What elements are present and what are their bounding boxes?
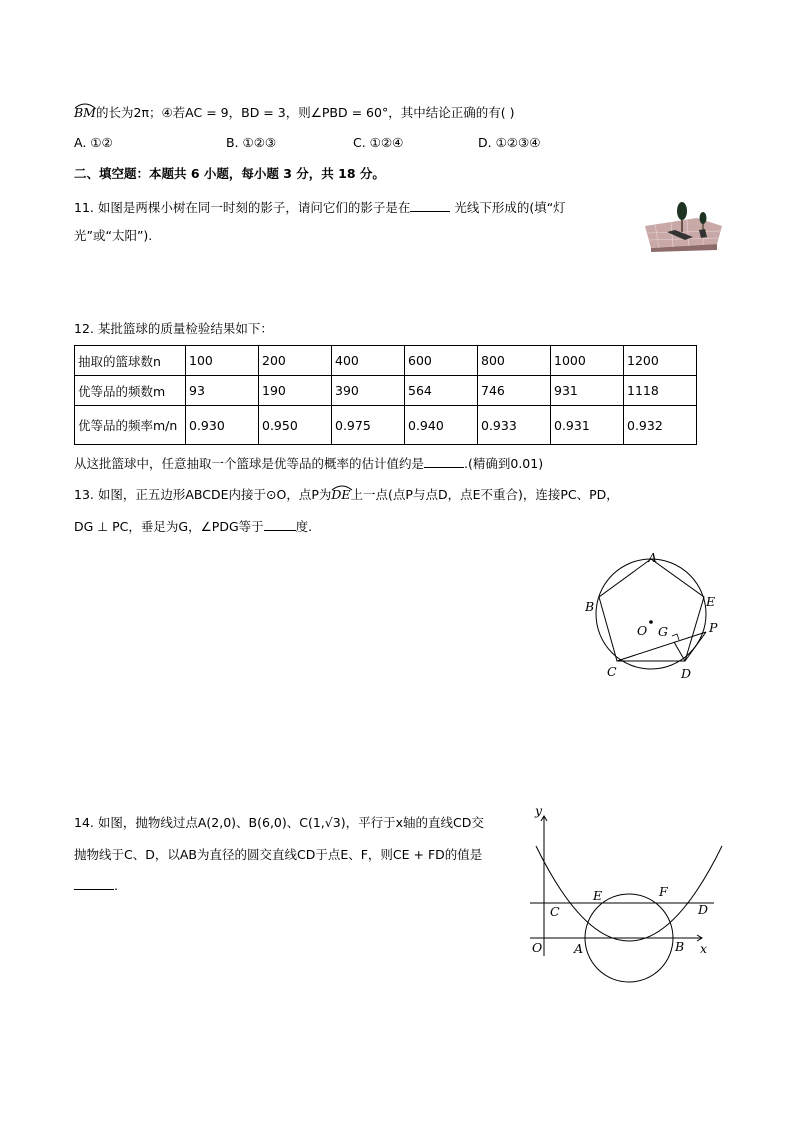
right-angle-mark [672, 634, 679, 640]
row-header: 优等品的频率m/n [75, 406, 186, 445]
label-o: O [532, 940, 543, 955]
pentagon-abcde [599, 559, 704, 661]
pentagon-circle-figure [575, 550, 725, 685]
q14-line2: 抛物线于C、D，以AB为直径的圆交直线CD于点E、F，则CE + FD的值是 [74, 847, 483, 862]
table-cell: 100 [186, 346, 259, 376]
q12-question: 从这批篮球中，任意抽取一个篮球是优等品的概率的估计值约是 .(精确到0.01) [74, 456, 544, 471]
table-cell: 200 [259, 346, 332, 376]
label-x: x [700, 941, 708, 956]
segment-pd [685, 632, 706, 661]
table-row [75, 376, 697, 406]
table-cell: 600 [405, 346, 478, 376]
option-d: D. ①②③④ [478, 135, 541, 150]
table-cell: 0.975 [332, 406, 405, 445]
label-p: P [709, 620, 718, 635]
quality-table [74, 345, 697, 445]
option-b: B. ①②③ [226, 135, 277, 150]
label-c: C [607, 664, 617, 679]
table-cell: 190 [259, 376, 332, 406]
table-cell: 0.933 [478, 406, 551, 445]
table-cell: 800 [478, 346, 551, 376]
label-c: C [550, 904, 560, 919]
answer-blank [424, 455, 464, 468]
answer-blank [410, 199, 450, 212]
label-d: D [681, 666, 692, 681]
q14-line1: 14. 如图，抛物线过点A(2,0)、B(6,0)、C(1,√3)，平行于x轴的直线CD交 [74, 815, 484, 830]
table-cell: 390 [332, 376, 405, 406]
row-header: 优等品的频数m [75, 376, 186, 406]
option-c: C. ①②④ [353, 135, 404, 150]
row-header: 抽取的篮球数n [75, 346, 186, 376]
q12-intro: 12. 某批篮球的质量检验结果如下： [74, 321, 273, 336]
q14-line3: . [74, 877, 118, 895]
q10-tail: BM 的长为2π；④若AC = 9，BD = 3，则∠PBD = 60°，其中结论正确的有( ) [74, 105, 515, 120]
center-point [649, 620, 653, 624]
q11-line1: 11. 如图是两棵小树在同一时刻的影子，请问它们的影子是在 光线下形成的(填“灯 [74, 200, 566, 215]
table-cell: 0.950 [259, 406, 332, 445]
q13-line2: DG ⊥ PC，垂足为G，∠PDG等于 度. [74, 519, 313, 534]
table-cell: 1118 [624, 376, 697, 406]
answer-blank [264, 518, 296, 531]
table-cell: 93 [186, 376, 259, 406]
arc-bm: BM [74, 105, 96, 120]
table-row [75, 346, 697, 376]
arc-de: DE [331, 487, 351, 502]
label-y: y [535, 808, 543, 818]
answer-blank [74, 877, 114, 890]
circle-o [596, 559, 706, 669]
label-b: B [585, 599, 595, 614]
label-o: O [637, 623, 648, 638]
label-g: G [658, 624, 668, 639]
table-cell: 0.932 [624, 406, 697, 445]
table-cell: 564 [405, 376, 478, 406]
section2-heading: 二、填空题：本题共 6 小题，每小题 3 分，共 18 分。 [74, 166, 385, 181]
table-cell: 1000 [551, 346, 624, 376]
table-row [75, 406, 697, 445]
label-d: D [698, 902, 709, 917]
label-e: E [593, 888, 603, 903]
parabola-figure [526, 808, 726, 988]
table-cell: 0.940 [405, 406, 478, 445]
label-b: B [675, 939, 685, 954]
option-a: A. ①② [74, 135, 113, 150]
label-a: A [574, 941, 584, 956]
table-cell: 746 [478, 376, 551, 406]
label-e: E [706, 594, 716, 609]
tree-shadow-image [645, 200, 722, 252]
table-cell: 0.931 [551, 406, 624, 445]
table-cell: 1200 [624, 346, 697, 376]
q13-line1: 13. 如图，正五边形ABCDE内接于⊙O，点P为DE 上一点(点P与点D，点E不重合)，连接PC、PD， [74, 487, 619, 502]
table-cell: 400 [332, 346, 405, 376]
label-f: F [659, 884, 668, 899]
segment-dg [674, 642, 685, 661]
table-cell: 0.930 [186, 406, 259, 445]
q11-line2: 光”或“太阳”). [74, 228, 153, 243]
table-cell: 931 [551, 376, 624, 406]
label-a: A [648, 550, 658, 565]
